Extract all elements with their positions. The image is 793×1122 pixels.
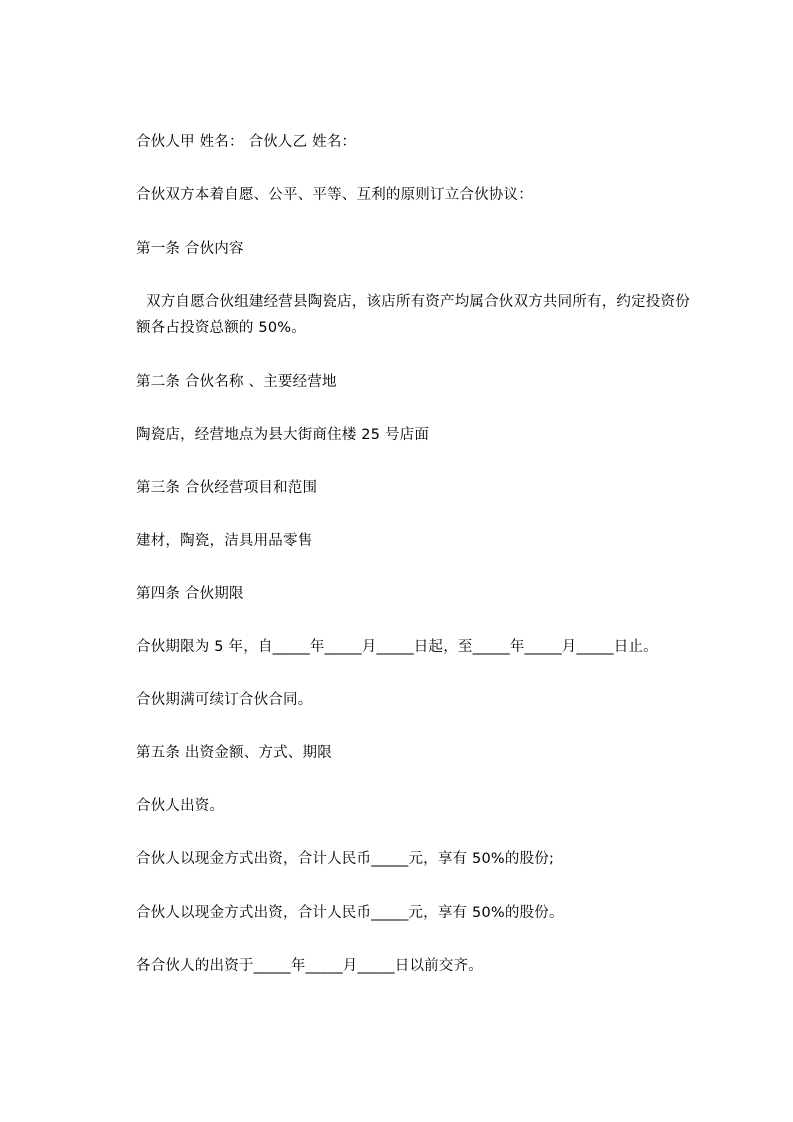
article-1-heading: 第一条 合伙内容 xyxy=(136,241,244,257)
article-2-body: 陶瓷店，经营地点为县大街商住楼 25 号店面 xyxy=(136,427,430,443)
article-3-heading: 第三条 合伙经营项目和范围 xyxy=(136,480,318,496)
partner-names-line: 合伙人甲 姓名： 合伙人乙 姓名： xyxy=(136,134,357,150)
article-4-heading: 第四条 合伙期限 xyxy=(136,586,244,602)
article-5-partner-b-capital: 合伙人以现金方式出资，合计人民币_____元，享有 50%的股份。 xyxy=(136,905,564,921)
article-1-body xyxy=(136,289,702,341)
article-5-heading: 第五条 出资金额、方式、期限 xyxy=(136,745,332,761)
article-5-partner-a-capital: 合伙人以现金方式出资，合计人民币_____元，享有 50%的股份; xyxy=(136,851,555,867)
article-5-deadline: 各合伙人的出资于_____年_____月_____日以前交齐。 xyxy=(136,958,483,974)
article-5-intro: 合伙人出资。 xyxy=(136,798,225,814)
preamble-line: 合伙双方本着自愿、公平、平等、互利的原则订立合伙协议： xyxy=(136,187,533,203)
article-2-heading: 第二条 合伙名称 、主要经营地 xyxy=(136,374,337,390)
article-1-text: 双方自愿合伙组建经营县陶瓷店，该店所有资产均属合伙双方共同所有，约定投资份额各占投资总额的 50%。 xyxy=(136,294,690,336)
article-4-renewal: 合伙期满可续订合伙合同。 xyxy=(136,692,313,708)
article-3-body: 建材，陶瓷，洁具用品零售 xyxy=(136,533,313,549)
article-4-term: 合伙期限为 5 年，自_____年_____月_____日起，至_____年_____月_____日止。 xyxy=(136,639,658,655)
